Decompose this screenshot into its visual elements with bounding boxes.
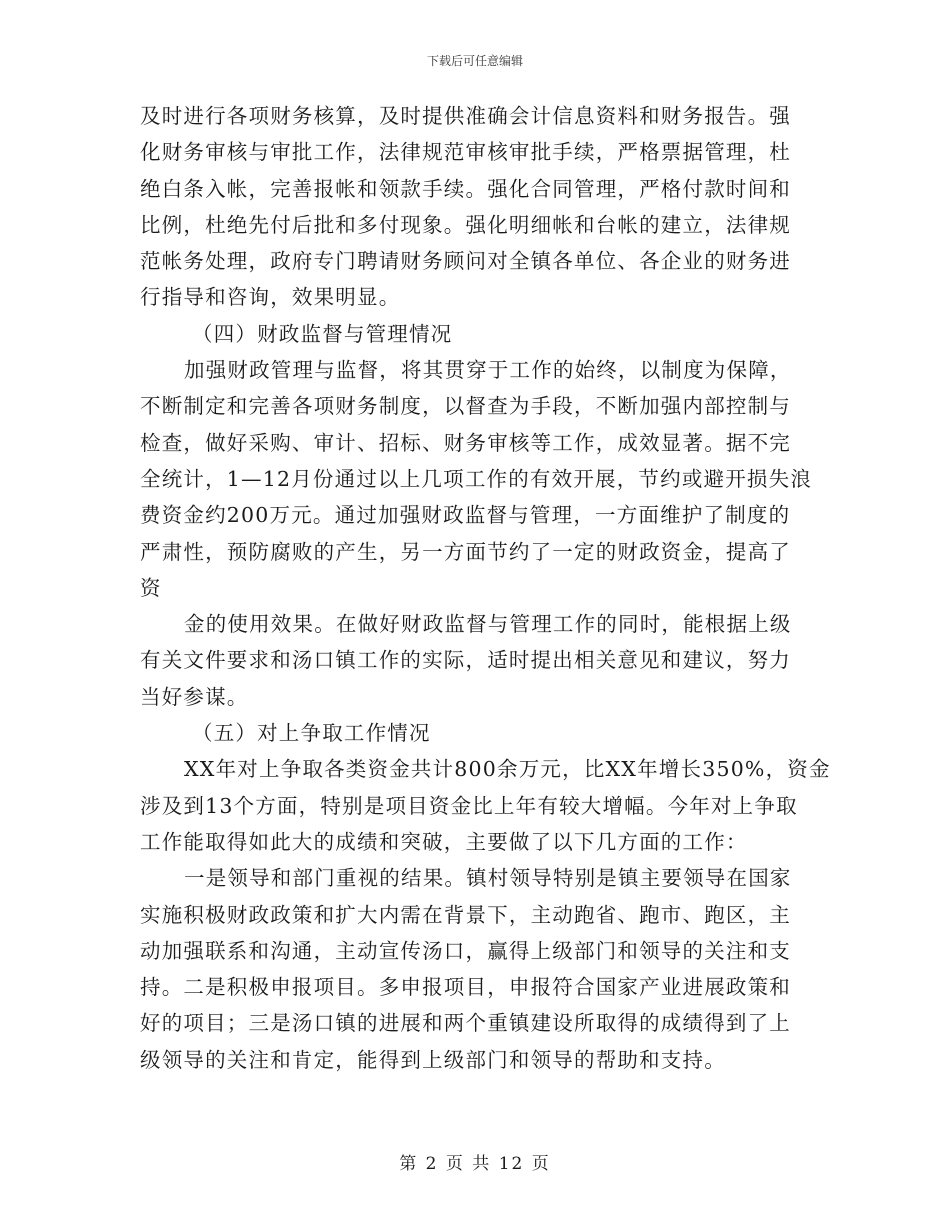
section-heading: （四）财政监督与管理情况	[192, 321, 453, 346]
body-line: 工作能取得如此大的成绩和突破，主要做了以下几方面的工作：	[140, 829, 748, 854]
body-line: 涉及到13个方面，特别是项目资金比上年有较大增幅。今年对上争取	[140, 793, 798, 818]
body-line: 行指导和咨询，效果明显。	[140, 285, 401, 310]
body-line: 全统计，1—12月份通过以上几项工作的有效开展，节约或避开损失浪	[140, 466, 813, 491]
body-line: 金的使用效果。在做好财政监督与管理工作的同时，能根据上级	[184, 612, 792, 637]
body-line: 绝白条入帐，完善报帐和领款手续。强化合同管理，严格付款时间和	[140, 176, 791, 201]
body-line: 费资金约200万元。通过加强财政监督与管理，一方面维护了制度的	[140, 503, 791, 528]
body-line: 检查，做好采购、审计、招标、财务审核等工作，成效显著。据不完	[140, 430, 791, 455]
body-line: 资	[140, 575, 162, 600]
body-line: 加强财政管理与监督，将其贯穿于工作的始终，以制度为保障，	[184, 358, 792, 383]
body-line: 实施积极财政政策和扩大内需在背景下，主动跑省、跑市、跑区，主	[140, 902, 791, 927]
body-line: 持。二是积极申报项目。多申报项目，申报符合国家产业进展政策和	[140, 975, 791, 1000]
body-line: 当好参谋。	[140, 684, 249, 709]
body-line: XX年对上争取各类资金共计800余万元，比XX年增长350%，资金	[184, 757, 831, 782]
section-heading: （五）对上争取工作情况	[192, 721, 431, 746]
page-footer: 第 2 页 共 12 页	[399, 1154, 551, 1174]
body-line: 严肃性，预防腐败的产生，另一方面节约了一定的财政资金，提高了	[140, 539, 791, 564]
body-line: 化财务审核与审批工作，法律规范审核审批手续，严格票据管理，杜	[140, 140, 791, 165]
body-line: 一是领导和部门重视的结果。镇村领导特别是镇主要领导在国家	[184, 866, 792, 891]
body-line: 级领导的关注和肯定，能得到上级部门和领导的帮助和支持。	[140, 1047, 726, 1072]
body-line: 不断制定和完善各项财务制度，以督查为手段，不断加强内部控制与	[140, 394, 791, 419]
body-line: 及时进行各项财务核算，及时提供准确会计信息资料和财务报告。强	[140, 104, 791, 128]
body-line: 有关文件要求和汤口镇工作的实际，适时提出相关意见和建议，努力	[140, 648, 791, 673]
body-line: 动加强联系和沟通，主动宣传汤口，赢得上级部门和领导的关注和支	[140, 938, 791, 963]
body-line: 比例，杜绝先付后批和多付现象。强化明细帐和台帐的建立，法律规	[140, 212, 791, 237]
document-body	[140, 98, 831, 1078]
body-line: 范帐务处理，政府专门聘请财务顾问对全镇各单位、各企业的财务进	[140, 249, 791, 274]
body-line: 好的项目；三是汤口镇的进展和两个重镇建设所取得的成绩得到了上	[140, 1011, 791, 1036]
page-header: 下载后可任意编辑	[426, 54, 523, 68]
